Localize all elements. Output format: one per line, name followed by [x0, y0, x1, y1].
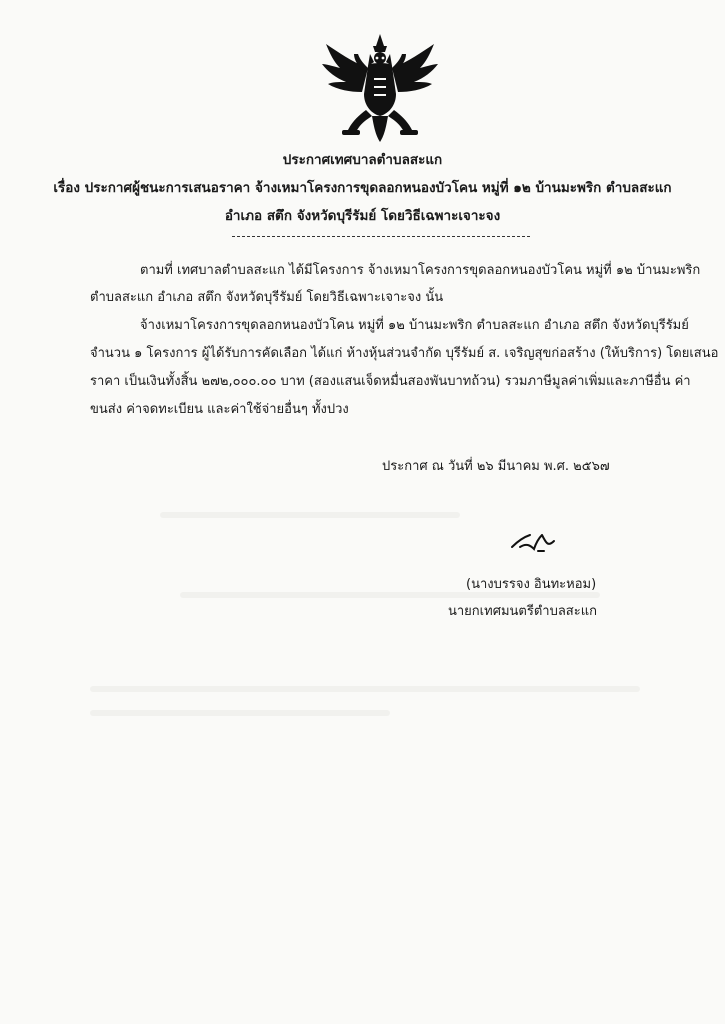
- announced-date: ประกาศ ณ วันที่ ๒๖ มีนาคม พ.ศ. ๒๕๖๗: [382, 459, 610, 474]
- subject-line-1: เรื่อง ประกาศผู้ชนะการเสนอราคา จ้างเหมาโครงการขุดลอกหนองบัวโคน หมู่ที่ ๑๒ บ้านมะพริก ตำบลสะแก: [53, 180, 672, 196]
- scan-bleed-mark: [90, 710, 390, 716]
- subject-line-2: อำเภอ สตึก จังหวัดบุรีรัมย์ โดยวิธีเฉพาะเจาะจง: [224, 208, 501, 224]
- handwritten-signature: [508, 527, 560, 555]
- body-para1-line2: ตำบลสะแก อำเภอ สตึก จังหวัดบุรีรัมย์ โดยวิธีเฉพาะเจาะจง นั้น: [90, 290, 444, 305]
- scan-bleed-mark: [180, 592, 600, 598]
- body-para2-line3: ราคา เป็นเงินทั้งสิ้น ๒๗๒,๐๐๐.๐๐ บาท (สองแสนเจ็ดหมื่นสองพันบาทถ้วน) รวมภาษีมูลค่าเพิ่มและภาษีอื่น ค่า: [90, 374, 691, 389]
- scan-bleed-mark: [160, 512, 460, 518]
- divider-line: [232, 236, 530, 237]
- body-para2-line4: ขนส่ง ค่าจดทะเบียน และค่าใช้จ่ายอื่นๆ ทั้งปวง: [90, 402, 349, 417]
- body-para1-line1: ตามที่ เทศบาลตำบลสะแก ได้มีโครงการ จ้างเหมาโครงการขุดลอกหนองบัวโคน หมู่ที่ ๑๒ บ้านมะพริก: [140, 263, 701, 278]
- garuda-emblem-icon: [318, 32, 442, 144]
- signer-title: นายกเทศมนตรีตำบลสะแก: [448, 604, 597, 619]
- body-para2-line2: จำนวน ๑ โครงการ ผู้ได้รับการคัดเลือก ได้แก่ ห้างหุ้นส่วนจำกัด บุรีรัมย์ ส. เจริญสุขก่อสร้าง (ให้บริการ) โดยเสนอ: [90, 346, 719, 361]
- body-para2-line1: จ้างเหมาโครงการขุดลอกหนองบัวโคน หมู่ที่ ๑๒ บ้านมะพริก ตำบลสะแก อำเภอ สตึก จังหวัดบุรีรัมย์: [140, 318, 689, 333]
- scan-bleed-mark: [90, 686, 640, 692]
- issuer-heading: ประกาศเทศบาลตำบลสะแก: [282, 152, 443, 168]
- signer-name: (นางบรรจง อินทะหอม): [466, 577, 597, 592]
